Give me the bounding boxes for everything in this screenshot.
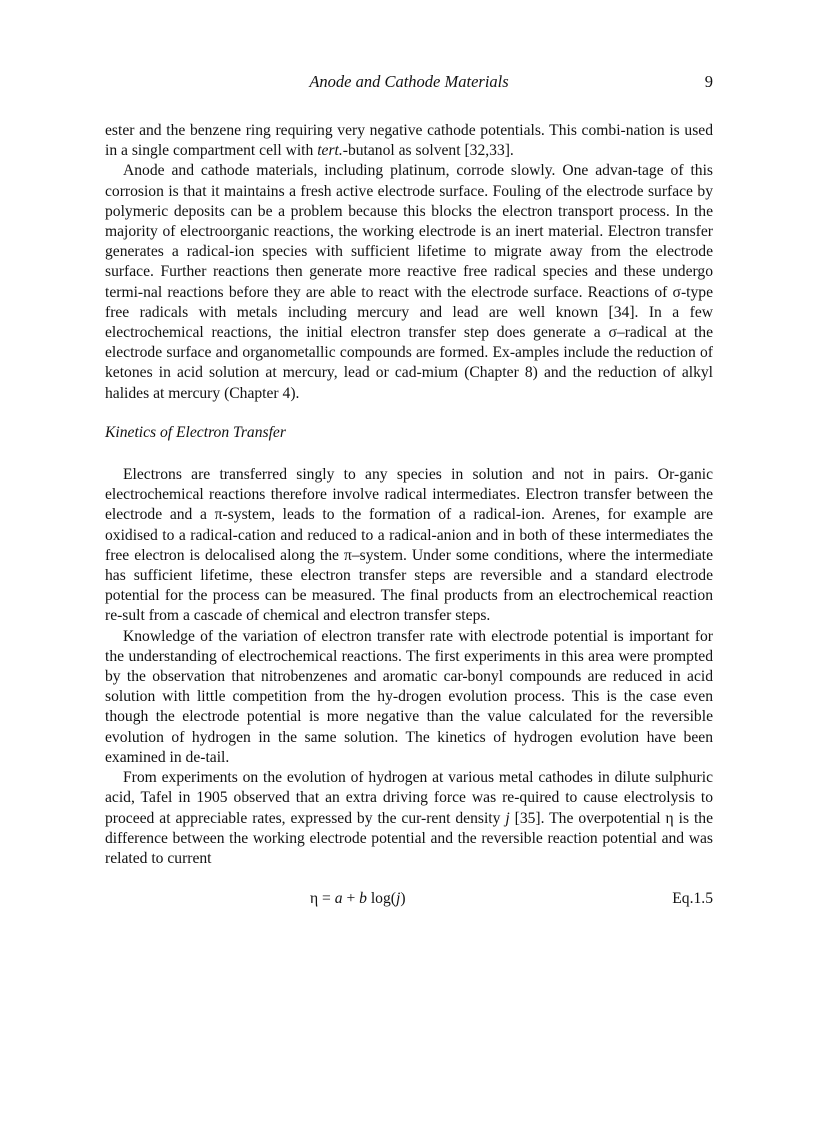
paragraph-1-italic-tert: tert. [317,142,343,160]
section-heading: Kinetics of Electron Transfer [105,423,286,441]
equation-b: b [359,890,367,908]
equation-line [105,889,713,911]
paragraph-5-text-b: [35]. The overpotential η is the difference between the working electrode potential and the reversible reaction potential and was related to current [105,809,713,867]
equation-eta: η [310,890,319,908]
equation-log-open: log( [366,890,396,908]
equation-a: a [334,890,343,908]
body-text [105,121,713,911]
equation-j: j [395,890,401,908]
running-head [105,72,713,96]
paragraph-5-italic-j: j [505,809,510,827]
equation-equals: = [318,890,335,908]
paragraph-5-text-a: From experiments on the evolution of hydrogen at various metal cathodes in dilute sulphuric acid, Tafel in 1905 observed that an extra driving force was re-quired to cause electrolysis to proceed at appreciable rates, expressed by the cur-rent density [105,769,713,827]
paragraph-3: Electrons are transferred singly to any species in solution and not in pairs. Or-ganic electrochemical reactions therefore involve radical intermediates. Electron transfer between the electrode and a π-system, leads to the formation of a radical-ion. Arenes, for example are oxidised to a radical-cation and reduced to a radical-anion and in both of these intermediates the free electron is delocalised along the π–system. Under some conditions, where the intermediate has sufficient lifetime, these electron transfer steps are reversible and a standard electrode potential for the process can be measured. The final products from an electrochemical reaction re-sult from a cascade of chemical and electron transfer steps. [105,466,713,625]
equation-plus: + [342,890,360,908]
paragraph-1-text-b: -butanol as solvent [32,33]. [342,142,514,160]
paragraph-2: Anode and cathode materials, including platinum, corrode slowly. One advan-tage of this corrosion is that it maintains a fresh active electrode surface. Fouling of the electrode surface by polymeric deposits can be a problem because this blocks the electron transport process. In the majority of electroorganic reactions, the working electrode is an inert material. Electron transfer generates a radical-ion species with sufficient lifetime to migrate away from the electrode surface. Further reactions then generate more reactive free radical species and these undergo termi-nal reactions before they are able to react with the electrode surface. Reactions of σ-type free radicals with metals including mercury and lead are well known [34]. In a few electrochemical reactions, the initial electron transfer step does generate a σ–radical at the electrode surface and organometallic compounds are formed. Ex-amples include the reduction of ketones in acid solution at mercury, lead or cad-mium (Chapter 8) and the reduction of alkyl halides at mercury (Chapter 4). [105,162,713,402]
paragraph-5 [105,768,713,869]
equation-log-close: ) [400,890,406,908]
running-title: Anode and Cathode Materials [309,72,509,91]
paragraph-1-text-a: ester and the benzene ring requiring very negative cathode potentials. This combi-nation is used in a single compartment cell with [105,122,713,160]
paragraph-1 [105,121,713,161]
equation-label: Eq.1.5 [672,890,713,908]
tafel-equation [310,889,406,909]
paragraph-4: Knowledge of the variation of electron transfer rate with electrode potential is important for the understanding of electrochemical reactions. The first experiments in this area were prompted by the observation that nitrobenzenes and aromatic car-bonyl compounds are reduced in acid solution with little competition from the hy-drogen evolution process. This is the case even though the electrode potential is more negative than the value calculated for the reversible evolution of hydrogen in the same solution. The kinetics of hydrogen evolution have been examined in de-tail. [105,627,713,766]
page-number: 9 [704,72,713,91]
